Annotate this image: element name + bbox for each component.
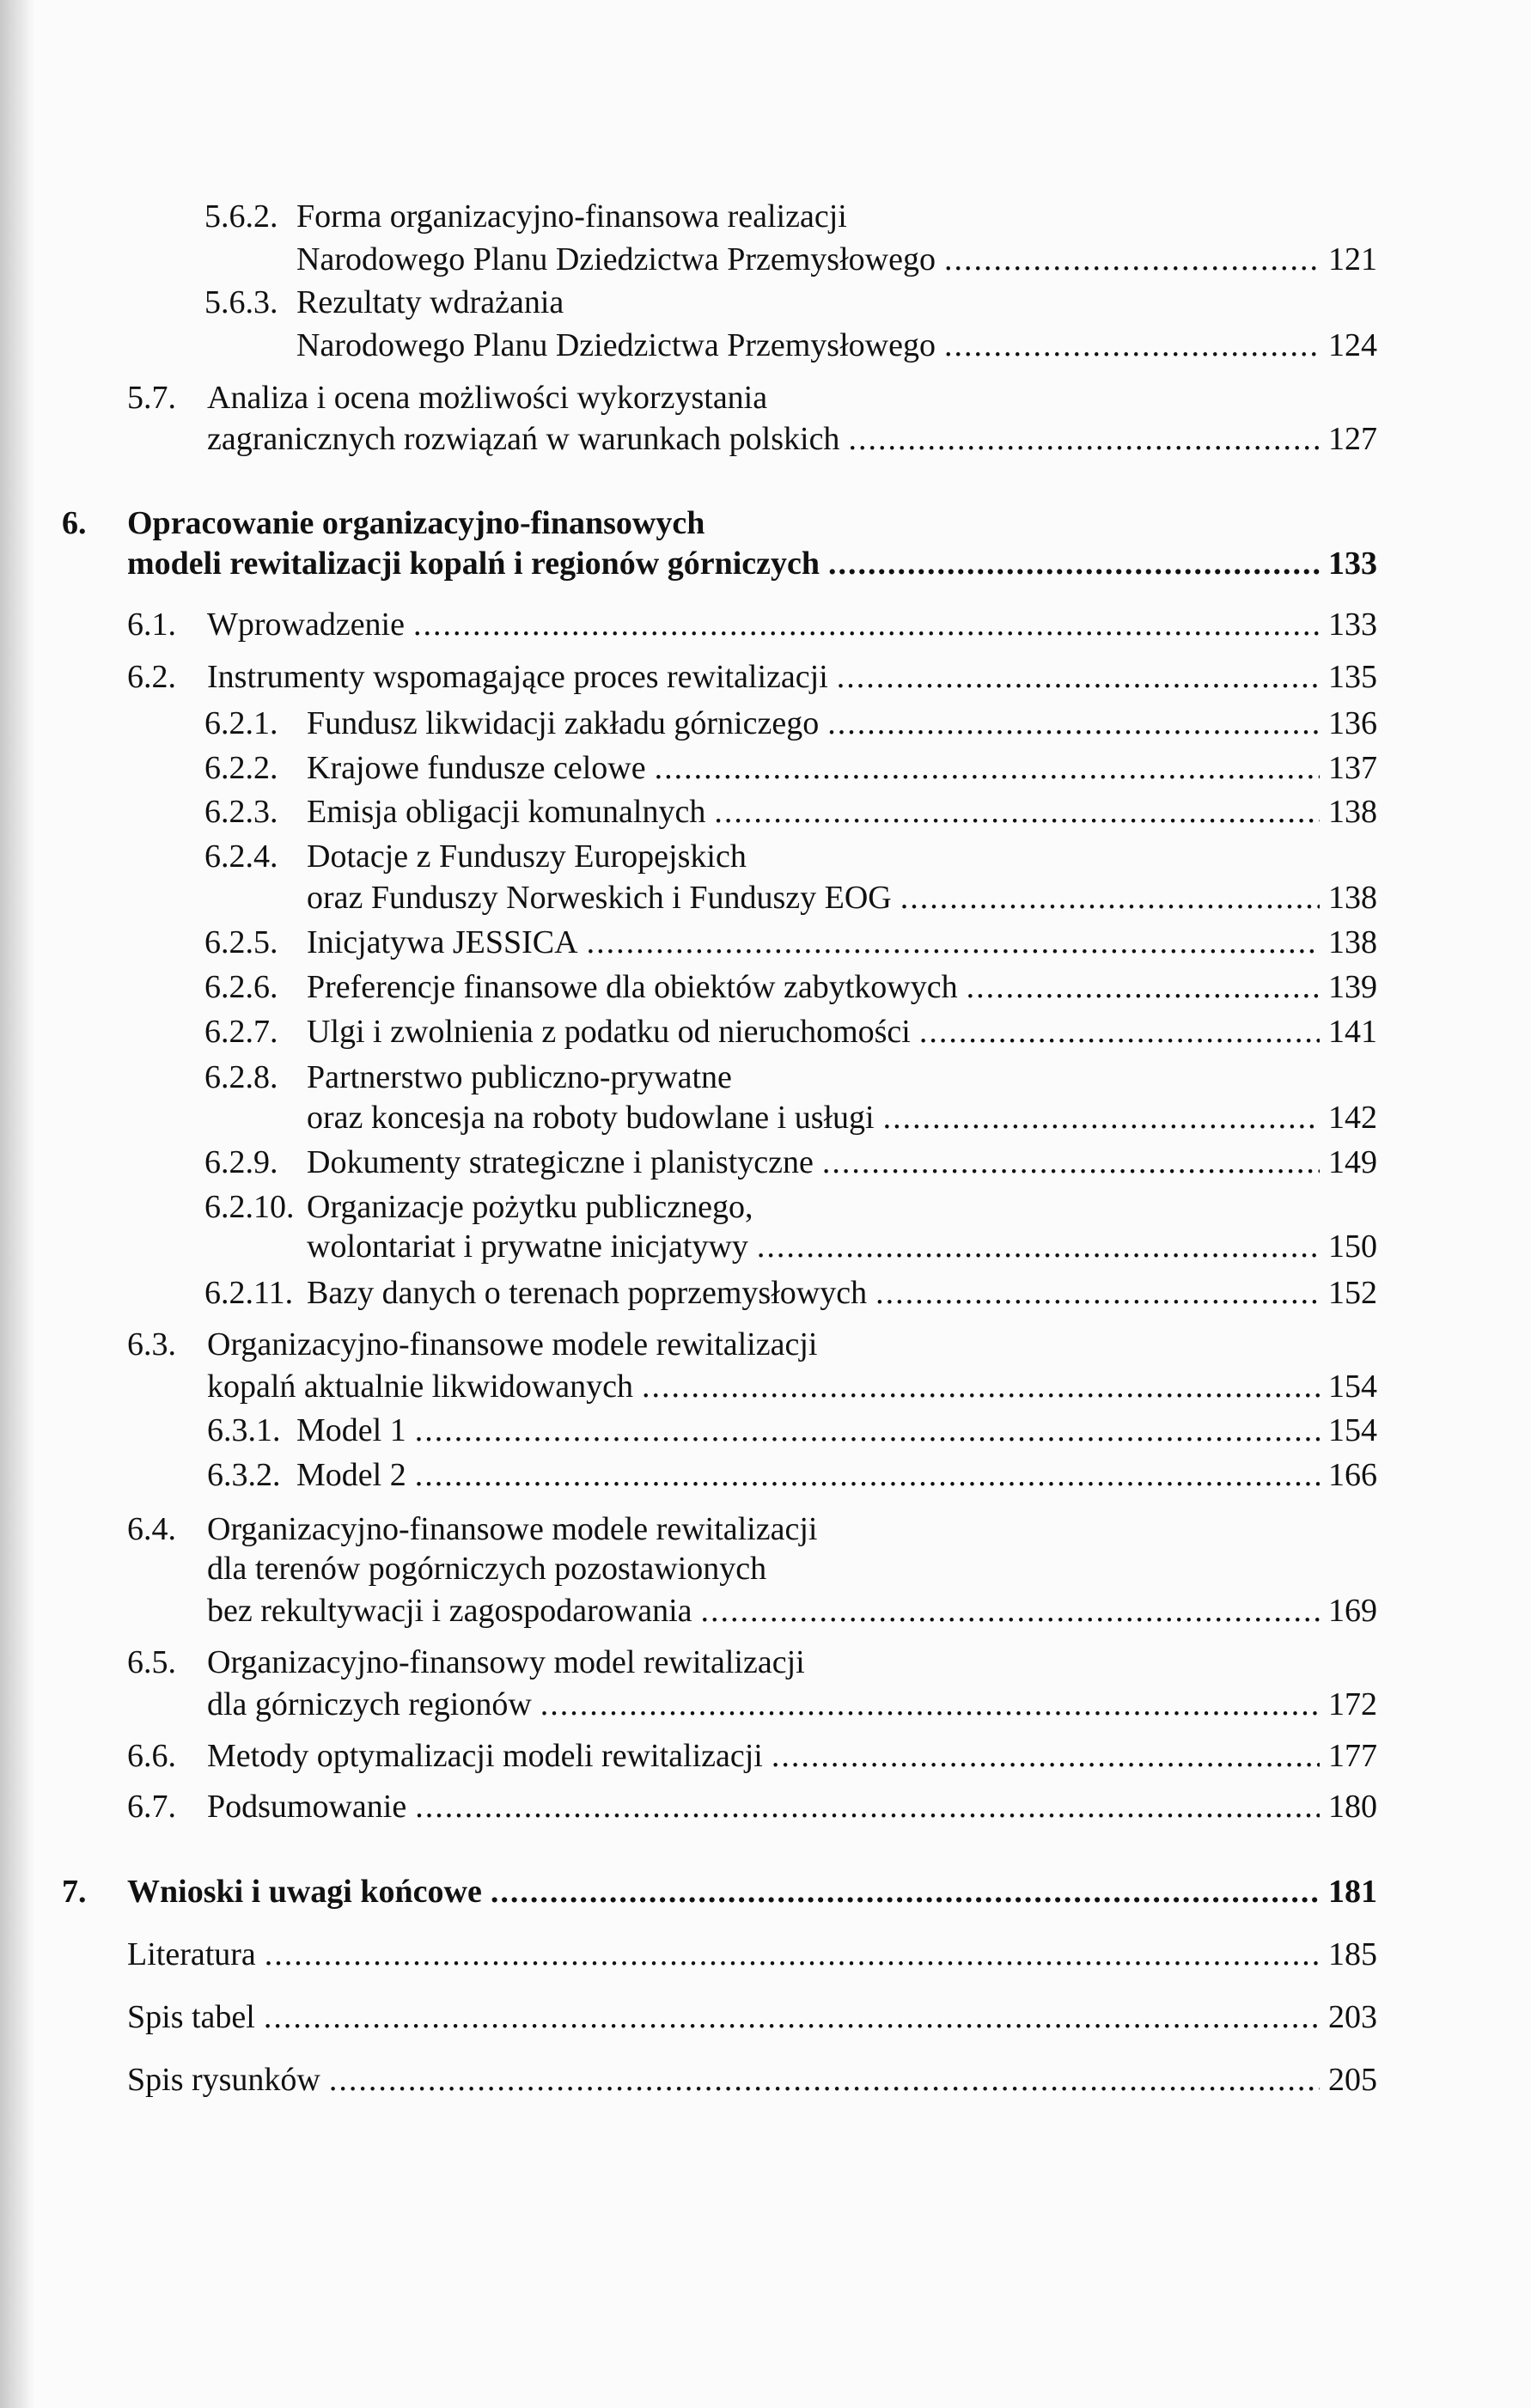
- entry-number: 5.6.3.: [204, 284, 278, 321]
- entry-title: kopalń aktualnie likwidowanych: [207, 1368, 633, 1405]
- entry-line: [207, 1786, 1377, 1827]
- dot-leader: [540, 1684, 1320, 1725]
- entry-line: [307, 1272, 1377, 1314]
- entry-number: 6.: [62, 505, 87, 542]
- entry-line: [307, 877, 1377, 918]
- entry-line: [296, 282, 564, 323]
- entry-line: [127, 503, 705, 544]
- dot-leader: [265, 1934, 1320, 1975]
- entry-number: 6.2.5.: [204, 924, 278, 961]
- dot-leader: [329, 2059, 1320, 2100]
- page-number: 154: [1328, 1412, 1377, 1449]
- entry-number: 5.7.: [127, 379, 176, 416]
- entry-number: 6.2.: [127, 659, 176, 696]
- entry-line: [307, 703, 1377, 744]
- dot-leader: [900, 877, 1320, 918]
- entry-title: bez rekultywacji i zagospodarowania: [207, 1592, 692, 1629]
- entry-title: Bazy danych o terenach poprzemysłowych: [307, 1274, 868, 1311]
- page-number: 138: [1328, 880, 1377, 917]
- dot-leader: [264, 1997, 1320, 2038]
- entry-line: [207, 1366, 1377, 1407]
- page-number: 138: [1328, 794, 1377, 831]
- scan-shadow: [0, 0, 34, 2408]
- entry-number: 6.2.6.: [204, 969, 278, 1006]
- entry-title: Narodowego Planu Dziedzictwa Przemysłowego: [296, 327, 936, 364]
- dot-leader: [415, 1454, 1320, 1496]
- entry-line: [307, 1097, 1377, 1138]
- entry-title: Spis tabel: [127, 1999, 255, 2036]
- entry-number: 6.2.9.: [204, 1143, 278, 1180]
- entry-number: 6.2.11.: [204, 1274, 294, 1311]
- dot-leader: [642, 1366, 1320, 1407]
- entry-line: [296, 1454, 1377, 1496]
- entry-line: [296, 325, 1377, 366]
- dot-leader: [415, 1410, 1320, 1451]
- dot-leader: [837, 656, 1320, 698]
- entry-title: modeli rewitalizacji kopalń i regionów górniczych: [127, 545, 820, 582]
- page-number: 127: [1328, 421, 1377, 458]
- entry-line: [207, 1509, 817, 1550]
- entry-title: Forma organizacyjno-finansowa realizacji: [296, 198, 847, 235]
- entry-title: Model 1: [296, 1412, 406, 1449]
- entry-line: [307, 1226, 1377, 1267]
- entry-title: oraz koncesja na roboty budowlane i usługi: [307, 1099, 875, 1136]
- page-number: 133: [1328, 545, 1377, 582]
- entry-title: Ulgi i zwolnienia z podatku od nieruchomości: [307, 1013, 911, 1050]
- entry-title: Model 2: [296, 1457, 406, 1494]
- page-number: 205: [1328, 2062, 1377, 2099]
- entry-number: 6.2.1.: [204, 704, 278, 741]
- entry-line: [307, 791, 1377, 832]
- entry-line: [207, 604, 1377, 645]
- entry-line: [307, 836, 747, 877]
- dot-leader: [944, 325, 1320, 366]
- page-number: 169: [1328, 1592, 1377, 1629]
- entry-number: 6.2.3.: [204, 794, 278, 831]
- entry-title: Opracowanie organizacyjno-finansowych: [127, 505, 705, 542]
- entry-line: [127, 1871, 1377, 1912]
- page-number: 149: [1328, 1143, 1377, 1180]
- page-number: 133: [1328, 607, 1377, 643]
- entry-line: [307, 1057, 732, 1098]
- entry-title: Podsumowanie: [207, 1789, 407, 1826]
- entry-title: Fundusz likwidacji zakładu górniczego: [307, 704, 820, 741]
- dot-leader: [875, 1272, 1320, 1314]
- dot-leader: [919, 1011, 1320, 1052]
- dot-leader: [967, 966, 1320, 1008]
- entry-line: [207, 1324, 817, 1365]
- entry-title: Metody optymalizacji modeli rewitalizacji: [207, 1738, 763, 1775]
- entry-number: 6.2.10.: [204, 1188, 295, 1225]
- page-number: 150: [1328, 1228, 1377, 1265]
- page-number: 154: [1328, 1368, 1377, 1405]
- entry-line: [127, 1934, 1377, 1975]
- entry-line: [307, 922, 1377, 963]
- page-number: 142: [1328, 1099, 1377, 1136]
- page-number: 203: [1328, 1999, 1377, 2036]
- dot-leader: [757, 1226, 1320, 1267]
- page-number: 137: [1328, 749, 1377, 786]
- page-number: 124: [1328, 327, 1377, 364]
- entry-number: 6.2.2.: [204, 749, 278, 786]
- entry-line: [127, 2059, 1377, 2100]
- dot-leader: [714, 791, 1320, 832]
- entry-line: [207, 1548, 766, 1589]
- dot-leader: [822, 1142, 1320, 1183]
- page-number: 138: [1328, 924, 1377, 961]
- entry-title: Organizacyjno-finansowe modele rewitalizacji: [207, 1510, 818, 1547]
- page-number: 121: [1328, 241, 1377, 277]
- entry-line: [307, 1186, 753, 1228]
- entry-line: [296, 196, 847, 237]
- entry-line: [296, 1410, 1377, 1451]
- entry-title: Dotacje z Funduszy Europejskich: [307, 838, 747, 875]
- entry-line: [207, 377, 767, 418]
- entry-title: Literatura: [127, 1936, 256, 1972]
- page-number: 181: [1328, 1873, 1377, 1910]
- entry-line: [207, 1684, 1377, 1725]
- entry-title: Organizacyjno-finansowe modele rewitalizacji: [207, 1326, 818, 1363]
- dot-leader: [491, 1871, 1320, 1912]
- page-number: 177: [1328, 1738, 1377, 1775]
- page-number: 136: [1328, 704, 1377, 741]
- entry-title: Narodowego Planu Dziedzictwa Przemysłowego: [296, 241, 936, 277]
- entry-line: [127, 1997, 1377, 2038]
- entry-title: Analiza i ocena możliwości wykorzystania: [207, 379, 768, 416]
- entry-number: 5.6.2.: [204, 198, 278, 235]
- entry-number: 6.6.: [127, 1738, 176, 1775]
- entry-title: Preferencje finansowe dla obiektów zabytkowych: [307, 969, 958, 1006]
- page-number: 172: [1328, 1686, 1377, 1722]
- entry-line: [207, 418, 1377, 460]
- dot-leader: [883, 1097, 1320, 1138]
- entry-title: dla terenów pogórniczych pozostawionych: [207, 1551, 767, 1588]
- entry-line: [207, 1642, 805, 1683]
- entry-title: Dokumenty strategiczne i planistyczne: [307, 1143, 814, 1180]
- entry-title: Krajowe fundusze celowe: [307, 749, 646, 786]
- entry-line: [307, 1142, 1377, 1183]
- entry-line: [207, 1590, 1377, 1631]
- entry-number: 6.3.2.: [207, 1457, 281, 1494]
- entry-line: [207, 656, 1377, 698]
- entry-title: Inicjatywa JESSICA: [307, 924, 578, 961]
- entry-title: Emisja obligacji komunalnych: [307, 794, 706, 831]
- entry-number: 6.2.7.: [204, 1013, 278, 1050]
- entry-number: 6.3.1.: [207, 1412, 281, 1449]
- entry-title: Partnerstwo publiczno-prywatne: [307, 1059, 732, 1096]
- entry-number: 6.2.4.: [204, 838, 278, 875]
- dot-leader: [413, 604, 1320, 645]
- entry-number: 6.4.: [127, 1510, 176, 1547]
- page-number: 185: [1328, 1936, 1377, 1972]
- entry-number: 6.3.: [127, 1326, 176, 1363]
- entry-title: wolontariat i prywatne inicjatywy: [307, 1228, 748, 1265]
- entry-title: Spis rysunków: [127, 2062, 320, 2099]
- page-number: 180: [1328, 1789, 1377, 1826]
- dot-leader: [828, 543, 1320, 584]
- dot-leader: [944, 239, 1320, 280]
- dot-leader: [587, 922, 1320, 963]
- dot-leader: [701, 1590, 1321, 1631]
- entry-number: 7.: [62, 1873, 87, 1910]
- entry-number: 6.5.: [127, 1644, 176, 1681]
- dot-leader: [415, 1786, 1320, 1827]
- entry-line: [127, 543, 1377, 584]
- entry-title: dla górniczych regionów: [207, 1686, 532, 1722]
- entry-line: [296, 239, 1377, 280]
- entry-title: oraz Funduszy Norweskich i Funduszy EOG: [307, 880, 892, 917]
- page-number: 141: [1328, 1013, 1377, 1050]
- page-number: 135: [1328, 659, 1377, 696]
- entry-title: Rezultaty wdrażania: [296, 284, 564, 321]
- entry-number: 6.2.8.: [204, 1059, 278, 1096]
- entry-title: Wnioski i uwagi końcowe: [127, 1873, 482, 1910]
- page-number: 139: [1328, 969, 1377, 1006]
- entry-title: Wprowadzenie: [207, 607, 405, 643]
- dot-leader: [827, 703, 1320, 744]
- dot-leader: [655, 747, 1320, 789]
- entry-number: 6.7.: [127, 1789, 176, 1826]
- entry-title: zagranicznych rozwiązań w warunkach polskich: [207, 421, 840, 458]
- entry-line: [207, 1735, 1377, 1777]
- entry-line: [307, 1011, 1377, 1052]
- entry-number: 6.1.: [127, 607, 176, 643]
- dot-leader: [772, 1735, 1320, 1777]
- entry-title: Instrumenty wspomagające proces rewitalizacji: [207, 659, 828, 696]
- page-number: 152: [1328, 1274, 1377, 1311]
- entry-line: [307, 966, 1377, 1008]
- page-number: 166: [1328, 1457, 1377, 1494]
- entry-title: Organizacyjno-finansowy model rewitalizacji: [207, 1644, 805, 1681]
- dot-leader: [848, 418, 1320, 460]
- entry-line: [307, 747, 1377, 789]
- entry-title: Organizacje pożytku publicznego,: [307, 1188, 753, 1225]
